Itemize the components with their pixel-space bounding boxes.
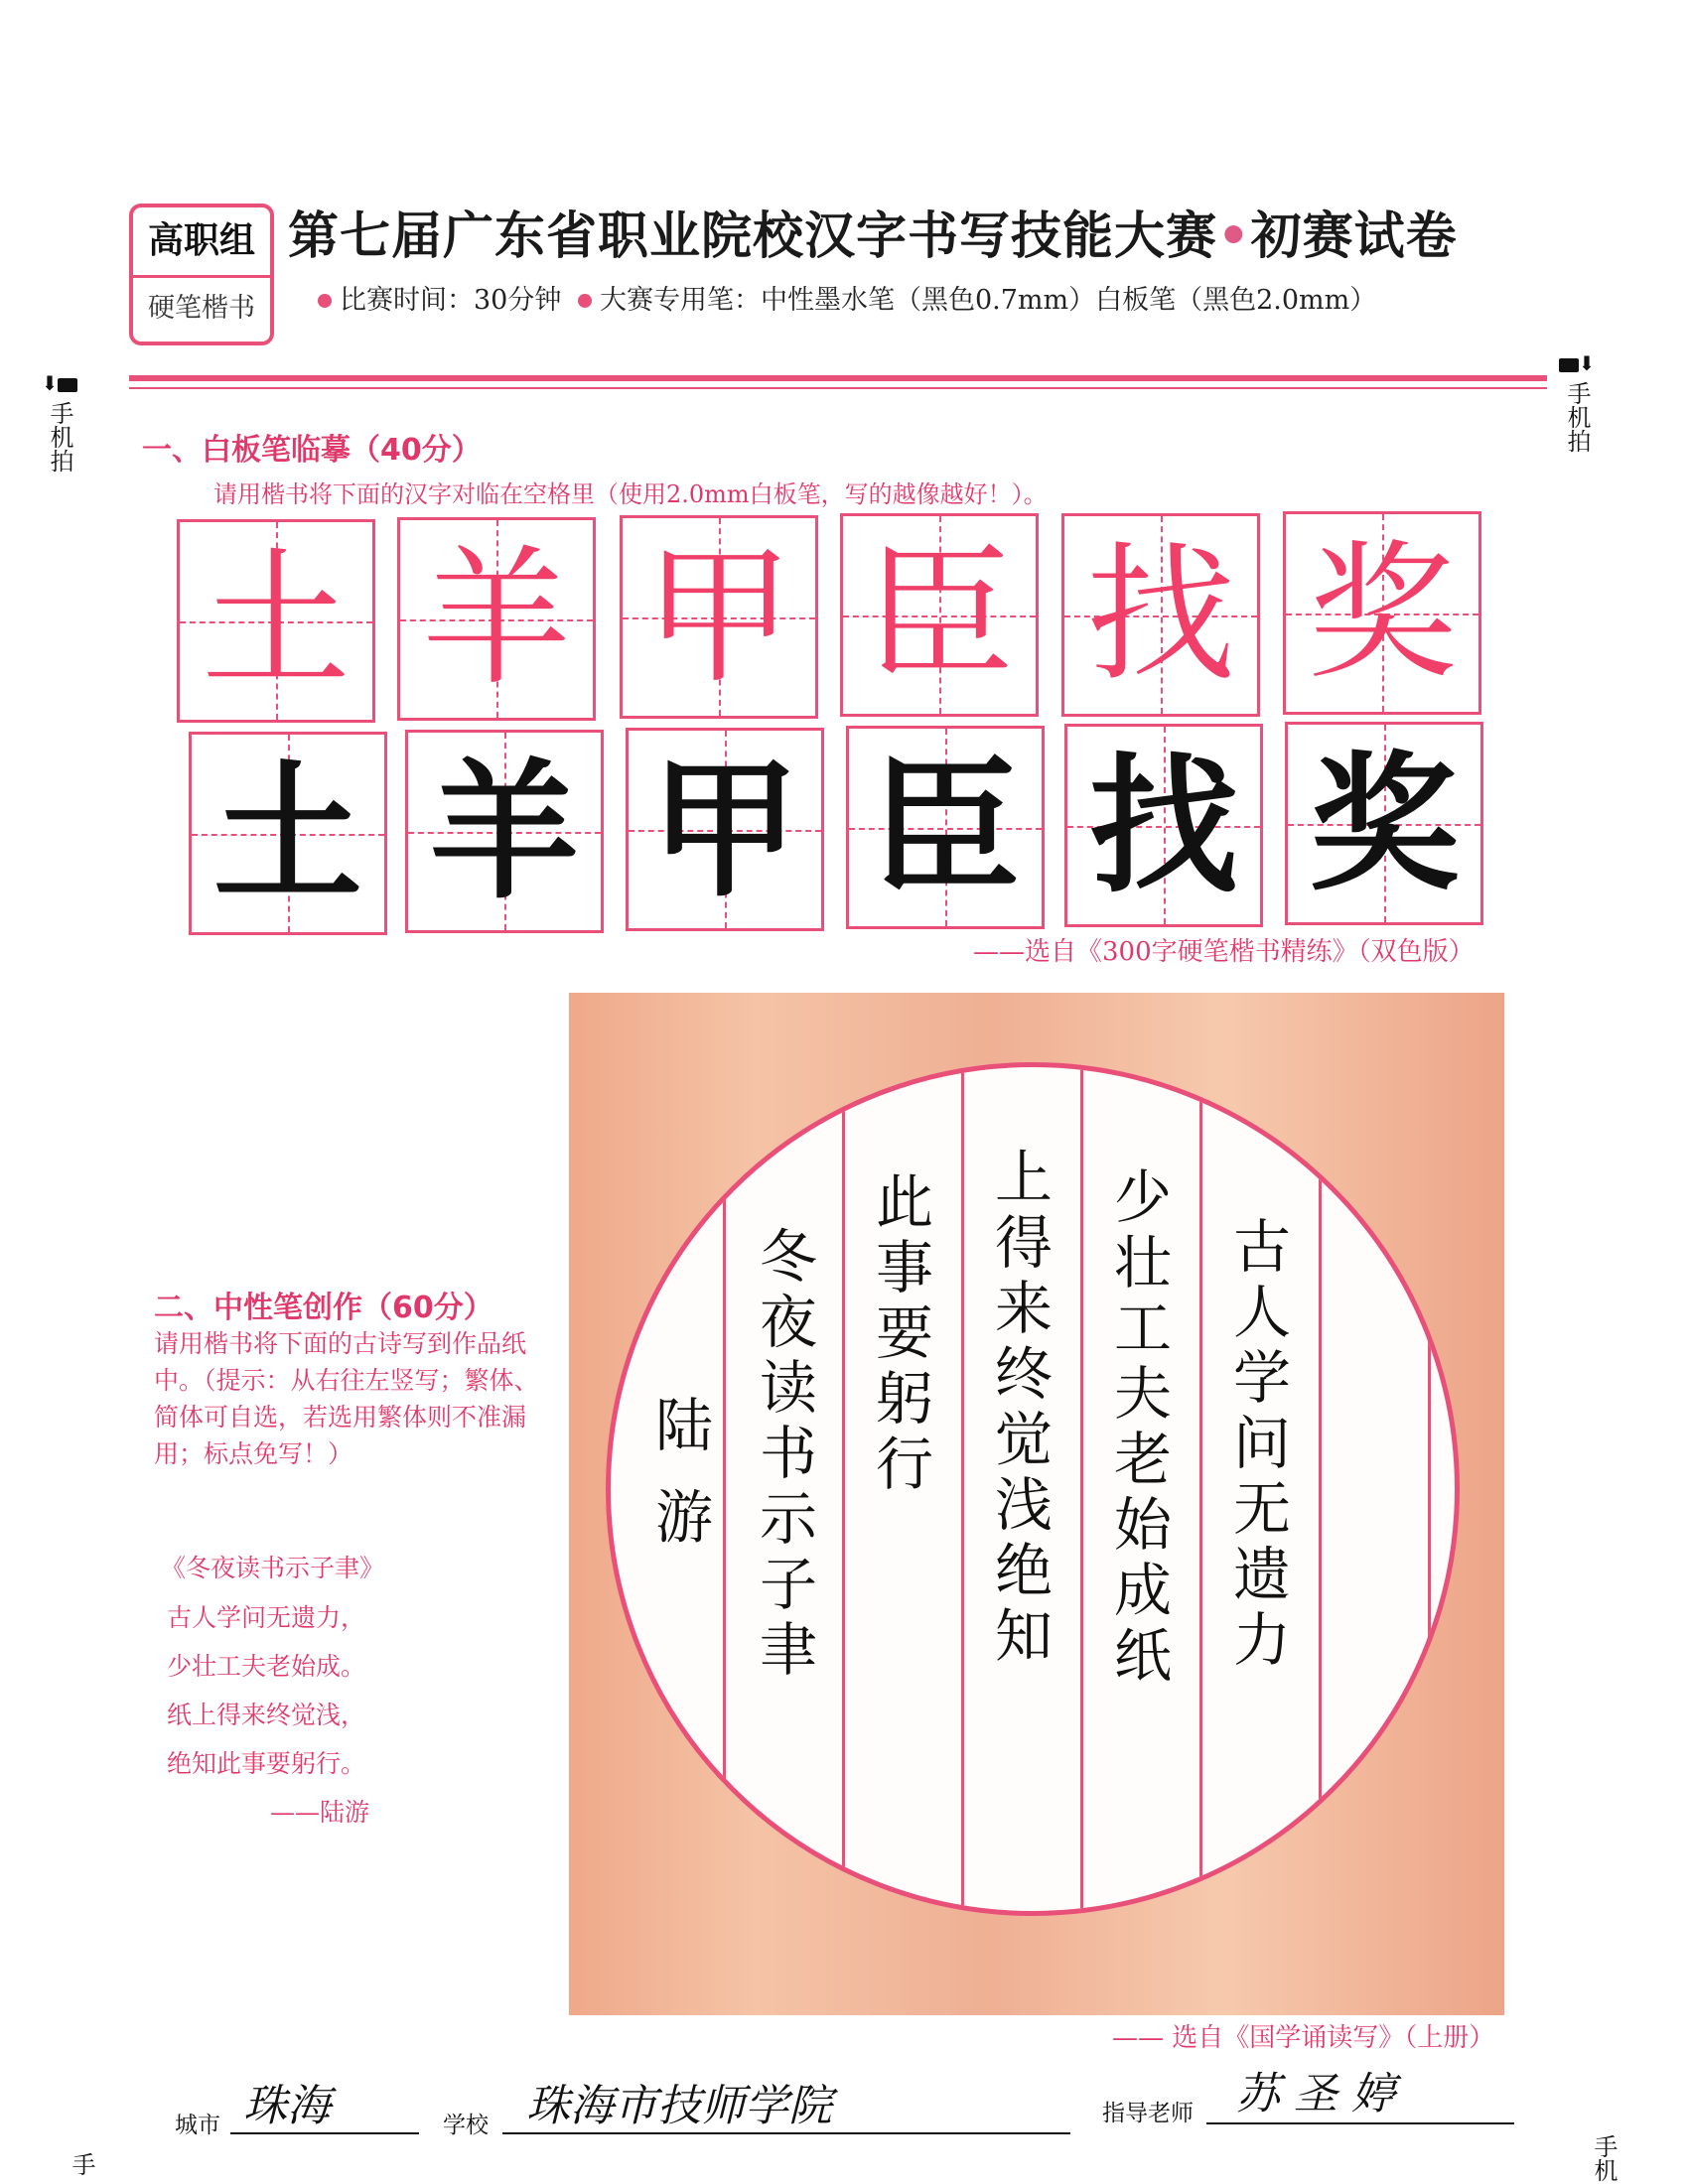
poem-author: ——陆游 <box>270 1798 370 1827</box>
practice-char: 臣 <box>870 741 1020 915</box>
practice-char: 土 <box>212 747 362 921</box>
group-badge <box>129 204 274 345</box>
school-field-line[interactable] <box>502 2132 1070 2134</box>
header-divider <box>129 375 1547 381</box>
section1-instruction: 请用楷书将下面的汉字对临在空格里（使用2.0mm白板笔，写的越像越好！）。 <box>213 480 1048 508</box>
camera-icon: ⬇ <box>1557 349 1597 377</box>
phone-capture-mark-left <box>40 369 79 473</box>
model-cell <box>840 513 1039 717</box>
badge-group-label: 高职组 <box>133 207 270 278</box>
practice-cell[interactable] <box>626 728 824 931</box>
phone-capture-mark-right <box>1557 349 1597 453</box>
model-cell <box>397 517 596 721</box>
phone-capture-mark-bottom-left: 手 <box>68 2152 95 2176</box>
practice-char: 甲 <box>649 743 799 917</box>
model-char: 甲 <box>643 531 793 704</box>
practice-cell[interactable] <box>1285 722 1483 925</box>
handwritten-column: 古人学问无遗力 <box>1223 1216 1291 1675</box>
column-rule <box>1428 1067 1431 1911</box>
section2-source: —— 选自《国学诵读写》（上册） <box>1112 2023 1495 2053</box>
model-char: 土 <box>201 535 351 708</box>
bullet-icon <box>318 294 332 308</box>
model-char: 找 <box>1085 529 1235 702</box>
handwritten-column: 此事要躬行 <box>866 1171 933 1499</box>
phone-capture-label: 手机拍 <box>46 401 73 473</box>
practice-cell[interactable] <box>405 730 604 933</box>
column-rule <box>1199 1067 1202 1911</box>
model-cell <box>1061 513 1260 717</box>
bullet-icon <box>578 294 592 308</box>
exam-time: 比赛时间：30分钟 <box>340 285 562 316</box>
column-rule <box>1319 1067 1322 1911</box>
poem-line: 古人学问无遗力， <box>167 1603 366 1632</box>
handwritten-column: 上得来终觉浅绝知 <box>985 1147 1053 1671</box>
phone-capture-label: 手机拍 <box>1563 381 1591 453</box>
city-label: 城市 <box>175 2113 220 2138</box>
handwritten-column: 冬夜读书示子聿 <box>750 1226 817 1685</box>
practice-char: 羊 <box>429 745 579 919</box>
page-title <box>288 195 1458 268</box>
camera-icon: ⬇ <box>40 369 79 397</box>
model-char: 羊 <box>421 533 571 706</box>
model-char: 臣 <box>864 529 1014 702</box>
title-main: 第七届广东省职业院校汉字书写技能大赛 <box>288 207 1218 266</box>
practice-char: 找 <box>1088 739 1238 913</box>
school-label: 学校 <box>443 2113 489 2138</box>
badge-category-label: 硬笔楷书 <box>148 293 255 324</box>
poem-line: 绝知此事要躬行。 <box>167 1749 366 1778</box>
header-divider-thin <box>129 387 1547 389</box>
teacher-field-line[interactable] <box>1206 2122 1514 2124</box>
school-value: 珠海市技师学院 <box>526 2081 832 2131</box>
teacher-value: 苏 圣 婷 <box>1236 2069 1395 2119</box>
city-value: 珠海 <box>243 2081 331 2131</box>
column-rule <box>1080 1067 1083 1911</box>
teacher-label: 指导老师 <box>1102 2101 1194 2126</box>
poem-line: 少壮工夫老始成。 <box>167 1652 366 1681</box>
copy-grid <box>175 511 1487 936</box>
column-rule <box>842 1067 845 1911</box>
poem-line: 纸上得来终觉浅， <box>167 1701 366 1729</box>
handwritten-column: 陆 游 <box>645 1395 713 1553</box>
poem-title: 《冬夜读书示子聿》 <box>161 1554 385 1582</box>
exam-pen: 大赛专用笔：中性墨水笔（黑色0.7mm）白板笔（黑色2.0mm） <box>599 285 1377 316</box>
column-rule <box>961 1067 964 1911</box>
title-separator: • <box>1217 207 1251 266</box>
city-field-line[interactable] <box>230 2132 419 2134</box>
phone-capture-mark-bottom-right: 手机 <box>1590 2134 1618 2182</box>
model-cell <box>177 519 375 723</box>
title-sub: 初赛试卷 <box>1250 207 1458 266</box>
writing-circle[interactable] <box>606 1062 1460 1916</box>
practice-cell[interactable] <box>189 732 387 935</box>
practice-cell[interactable] <box>846 726 1045 929</box>
section1-source: ——选自《300字硬笔楷书精练》（双色版） <box>973 937 1475 967</box>
section2-instruction: 请用楷书将下面的古诗写到作品纸中。（提示：从右往左竖写；繁体、简体可自选，若选用繁体则不准漏用；标点免写！） <box>154 1329 539 1468</box>
section1-heading: 一、白板笔临摹（40分） <box>142 433 482 468</box>
exam-meta <box>310 278 1376 317</box>
model-cell <box>620 515 818 719</box>
practice-char: 奖 <box>1309 737 1459 911</box>
model-char: 奖 <box>1307 527 1457 700</box>
handwritten-column: 少壮工夫老始成纸 <box>1104 1166 1172 1691</box>
practice-cell[interactable] <box>1064 724 1263 927</box>
model-cell <box>1283 511 1481 715</box>
column-rule <box>723 1067 726 1911</box>
section2-heading: 二、中性笔创作（60分） <box>154 1291 493 1325</box>
